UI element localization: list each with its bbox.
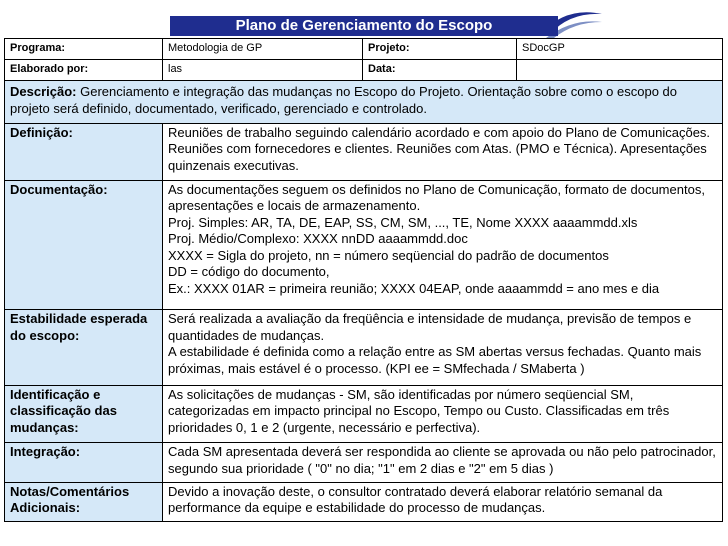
integracao-line: Cada SM apresentada deverá ser respondida ao cliente se aprovada ou não pelo patrocinador, segundo sua prioridade ( "0" no dia; "1" em 2 dias e "2" em 5 dias ) <box>168 444 716 476</box>
definicao-label: Definição: <box>5 123 163 180</box>
description-text: Gerenciamento e integração das mudanças no Escopo do Projeto. Orientação sobre como o escopo do projeto será definido, documentado, verificado, gerenciado e controlado. <box>10 84 678 116</box>
definicao-line: Reuniões de trabalho seguindo calendário acordado e com apoio do Plano de Comunicações. Reuniões com fornecedores e clientes. Reuniões com Atas. (PMO e Técnica). Apresentações quinzenais executivas. <box>168 124 711 173</box>
identificacao-label: Identificação e classificação das mudanças: <box>5 385 163 442</box>
integracao-label: Integração: <box>5 443 163 482</box>
row-estabilidade <box>5 310 723 385</box>
estabilidade-content <box>163 310 723 385</box>
documentacao-line: XXXX = Sigla do projeto, nn = número seqüencial do padrão de documentos <box>168 247 609 263</box>
identificacao-line: As solicitações de mudanças - SM, são identificadas por número seqüencial SM, categorizadas em impacto principal no Escopo, Tempo ou Custo. Classificadas em três prioridades 0, 1 e 2 (urgente, necessário e perfectiva). <box>168 386 670 435</box>
programa-label: Programa: <box>5 39 163 60</box>
scope-plan-table <box>4 38 723 522</box>
row-documentacao <box>5 180 723 310</box>
row-identificacao <box>5 385 723 442</box>
row-integracao <box>5 443 723 482</box>
projeto-value: SDocGP <box>517 39 723 60</box>
description-label: Descrição: <box>10 84 77 99</box>
notas-line: Devido a inovação deste, o consultor contratado deverá elaborar relatório semanal da performance da equipe e estabilidade do processo de mudanças. <box>168 483 663 516</box>
documentacao-line: As documentações seguem os definidos no Plano de Comunicação, formato de documentos, apresentações e locais de armazenamento. <box>168 181 705 214</box>
page-title: Plano de Gerenciamento do Escopo <box>170 16 558 36</box>
header-row-program <box>5 39 723 60</box>
integracao-content <box>163 443 723 482</box>
estabilidade-label: Estabilidade esperada do escopo: <box>5 310 163 385</box>
notas-label: Notas/Comentários Adicionais: <box>5 482 163 521</box>
documentacao-content <box>163 180 723 310</box>
row-notas <box>5 482 723 521</box>
notas-content <box>163 482 723 521</box>
row-definicao <box>5 123 723 180</box>
documentacao-line: Proj. Médio/Complexo: XXXX nnDD aaaammdd.doc <box>168 231 468 247</box>
elaborado-value: las <box>163 60 363 81</box>
estabilidade-line: Será realizada a avaliação da freqüência e intensidade de mudança, previsão de tempos e quantidades de mudanças. <box>168 311 692 343</box>
identificacao-content <box>163 385 723 442</box>
data-value <box>517 60 723 81</box>
documentacao-label: Documentação: <box>5 180 163 310</box>
description-row <box>5 81 723 124</box>
documentacao-line: Proj. Simples: AR, TA, DE, EAP, SS, CM, SM, ..., TE, Nome XXXX aaaammdd.xls <box>168 214 638 230</box>
documentacao-line: Ex.: XXXX 01AR = primeira reunião; XXXX 04EAP, onde aaaammdd = ano mes e dia <box>168 280 660 296</box>
description-cell <box>5 81 723 124</box>
estabilidade-line: A estabilidade é definida como a relação entre as SM abertas versus fechadas. Quanto mais próximas, mais estável é o processo. (KPI ee = SMfechada / SMaberta ) <box>168 344 702 376</box>
header-row-author <box>5 60 723 81</box>
elaborado-label: Elaborado por: <box>5 60 163 81</box>
projeto-label: Projeto: <box>363 39 517 60</box>
definicao-content <box>163 123 723 180</box>
documentacao-line: DD = código do documento, <box>168 264 330 280</box>
programa-value: Metodologia de GP <box>163 39 363 60</box>
data-label: Data: <box>363 60 517 81</box>
